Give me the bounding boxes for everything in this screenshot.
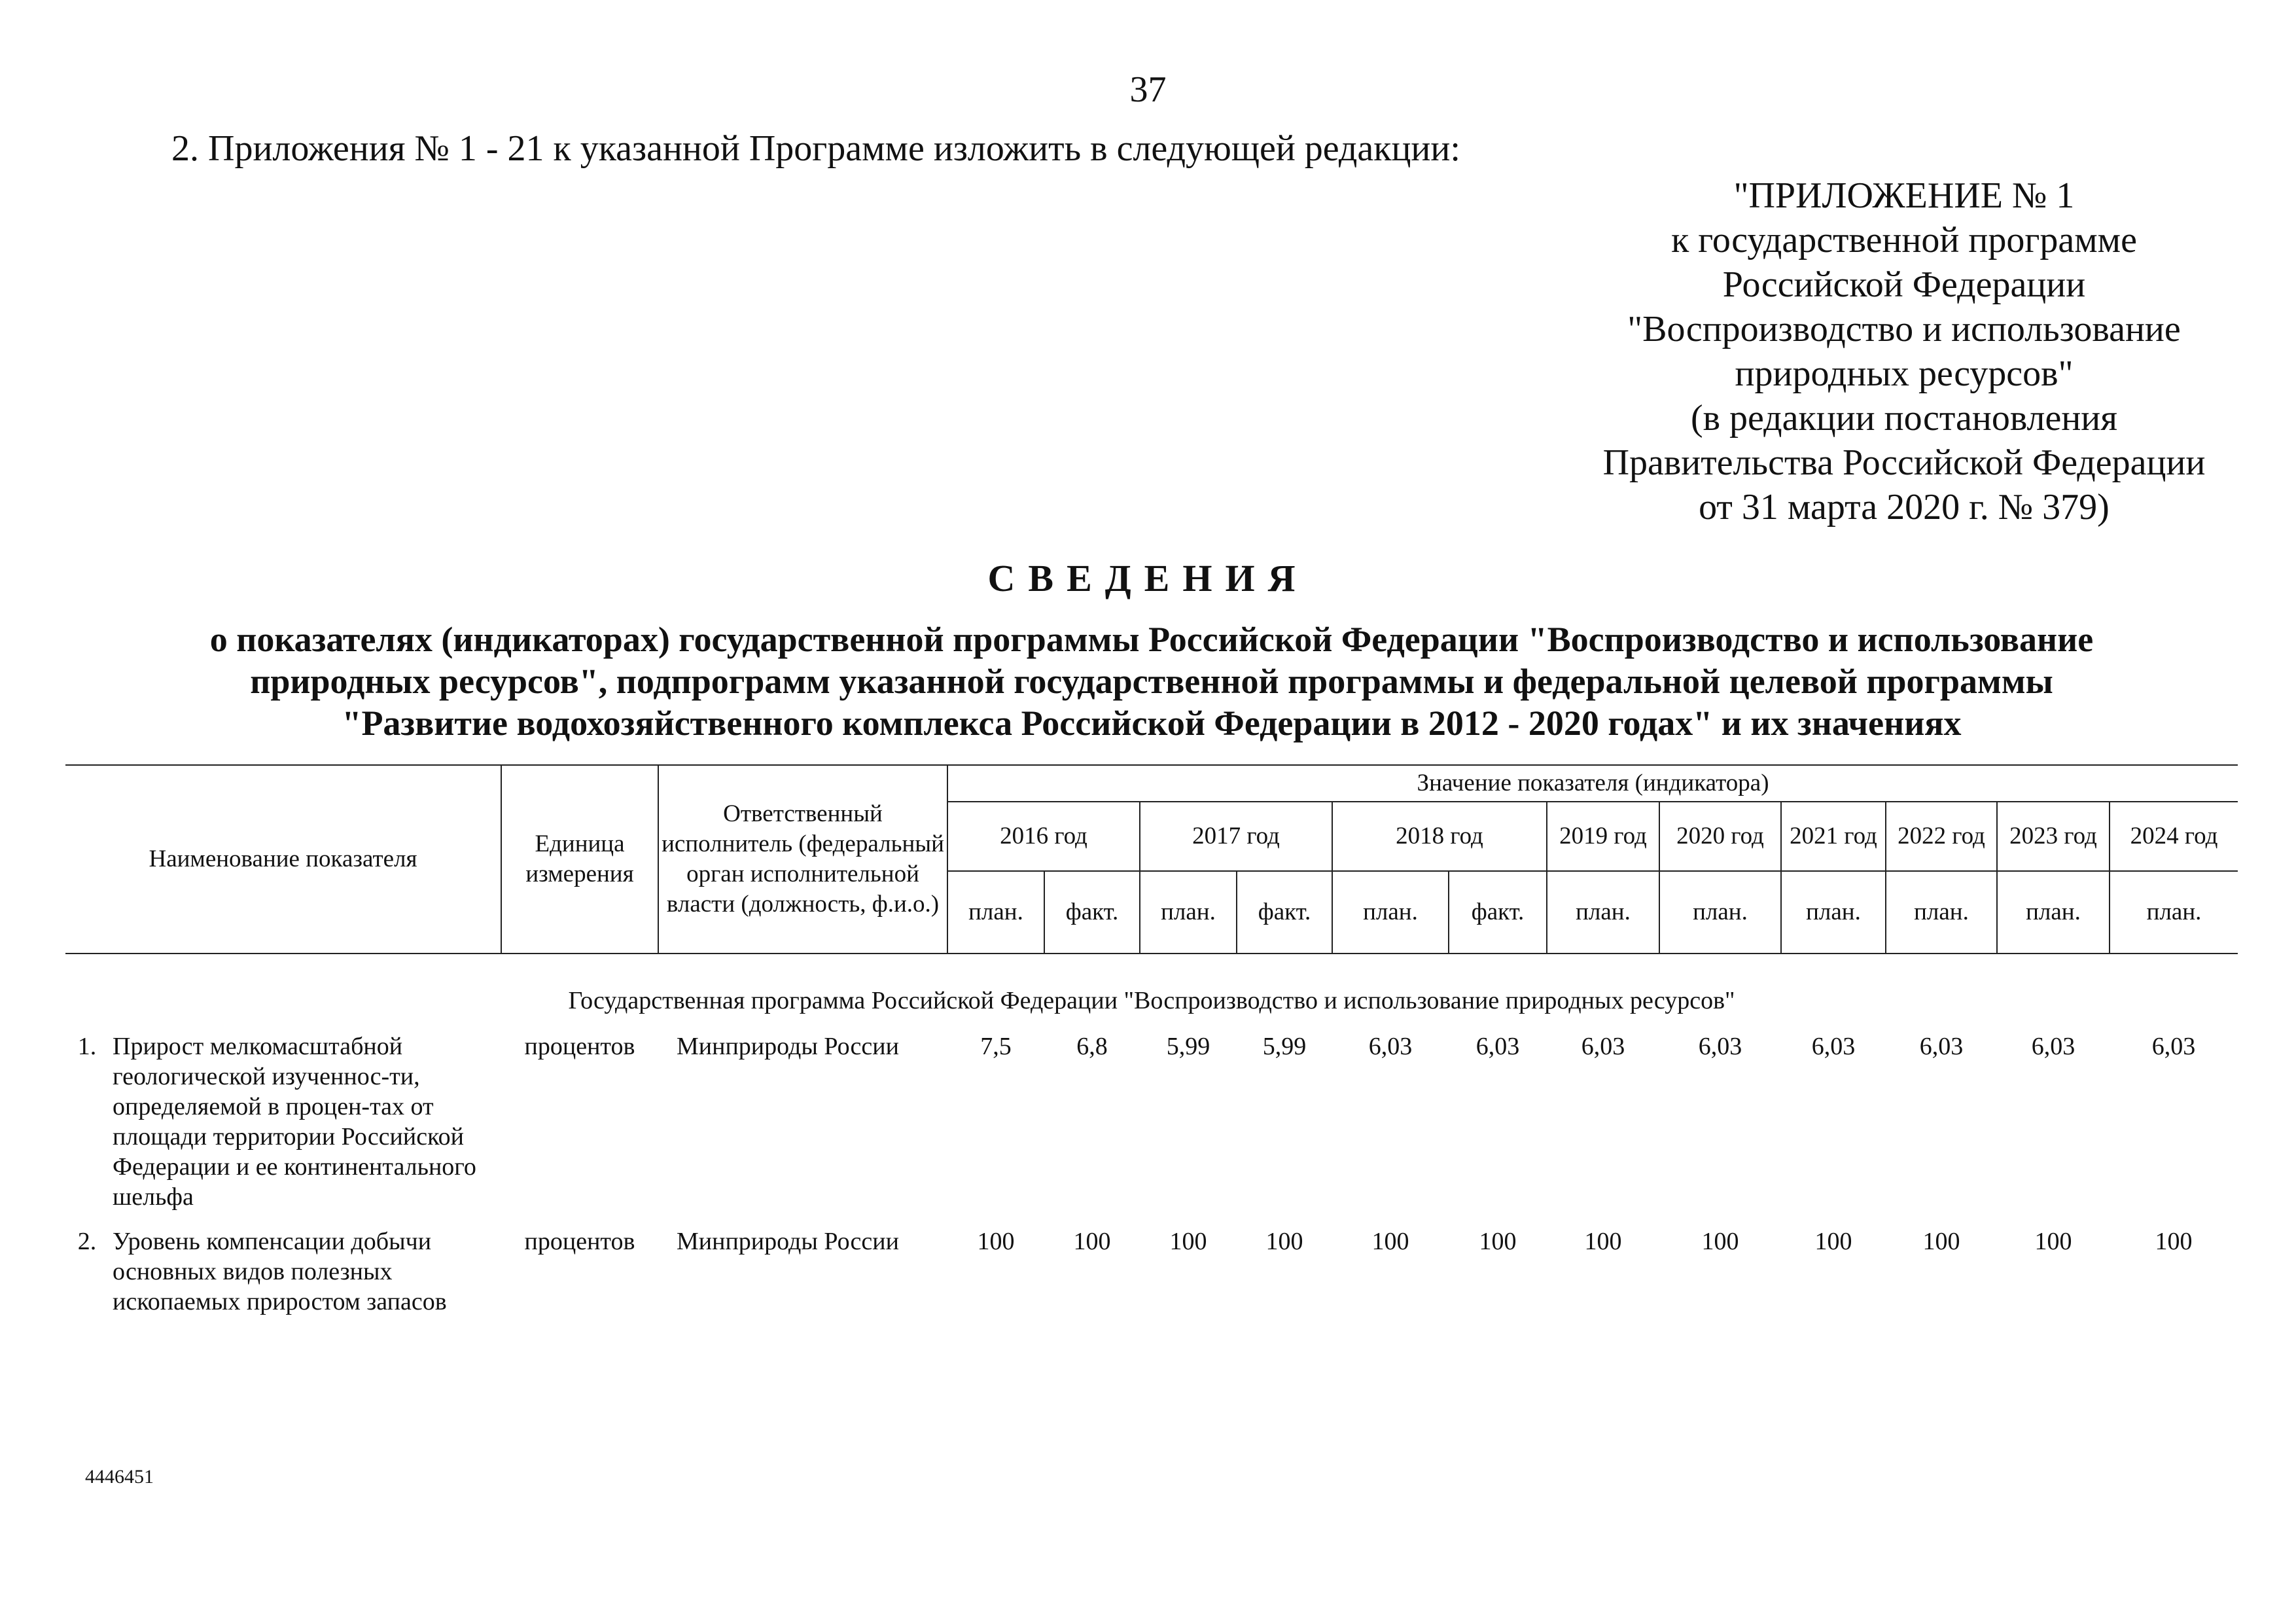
indicator-unit: процентов (524, 1033, 635, 1060)
header-executor: Ответственный исполнитель (федеральный орган исполнительной власти (должность, ф.и.о.) (658, 765, 947, 954)
section-title: Государственная программа Российской Федерации "Воспроизводство и использование природных ресурсов" (568, 987, 1735, 1014)
appendix-line: к государственной программе (1671, 220, 2137, 260)
intro-paragraph: 2. Приложения № 1 - 21 к указанной Программе изложить в следующей редакции: (171, 128, 1460, 169)
header-name: Наименование показателя (65, 765, 501, 954)
table-row (65, 1031, 2238, 1226)
header-year-2021: 2021 год (1781, 802, 1886, 871)
subheading-line: о показателях (индикаторах) государственной программы Российской Федерации "Воспроизводство и использование (209, 620, 2094, 659)
value-2024-plan: 6,03 (2151, 1033, 2196, 1060)
value-2024-plan: 100 (2155, 1228, 2193, 1255)
value-2023-plan: 100 (2034, 1228, 2072, 1255)
value-2018-plan: 100 (1371, 1228, 1409, 1255)
header-fact: факт. (1044, 871, 1140, 954)
indicator-executor: Минприроды России (677, 1033, 899, 1060)
indicator-unit: процентов (524, 1228, 635, 1255)
header-year-2024: 2024 год (2110, 802, 2238, 871)
header-fact: факт. (1237, 871, 1332, 954)
indicators-table (65, 764, 2238, 1323)
header-year-2023: 2023 год (1997, 802, 2110, 871)
header-plan: план. (1547, 871, 1659, 954)
header-year-2016: 2016 год (947, 802, 1140, 871)
value-2018-fact: 6,03 (1475, 1033, 1520, 1060)
page-number: 37 (1129, 69, 1167, 110)
document-subheading (118, 618, 2185, 744)
value-2020-plan: 6,03 (1698, 1033, 1742, 1060)
value-2019-plan: 6,03 (1581, 1033, 1625, 1060)
appendix-line: Правительства Российской Федерации (1602, 442, 2206, 483)
header-year-2019: 2019 год (1547, 802, 1659, 871)
value-2017-fact: 100 (1265, 1228, 1303, 1255)
header-fact: факт. (1449, 871, 1547, 954)
value-2016-fact: 6,8 (1076, 1033, 1108, 1060)
table-row (65, 1226, 2238, 1323)
appendix-line: от 31 марта 2020 г. № 379) (1699, 487, 2110, 527)
row-number: 1. (77, 1033, 97, 1060)
appendix-line: "ПРИЛОЖЕНИЕ № 1 (1733, 175, 2075, 216)
indicator-name: Уровень компенсации добычи основных видов полезных ископаемых приростом запасов (113, 1228, 447, 1315)
value-2019-plan: 100 (1584, 1228, 1622, 1255)
value-2018-plan: 6,03 (1368, 1033, 1413, 1060)
appendix-line: "Воспроизводство и использование (1627, 309, 2181, 349)
value-2017-plan: 100 (1169, 1228, 1207, 1255)
subheading-line: природных ресурсов", подпрограмм указанной государственной программы и федеральной целевой программы (250, 662, 2053, 701)
value-2017-fact: 5,99 (1262, 1033, 1307, 1060)
header-plan: план. (2110, 871, 2238, 954)
header-plan: план. (1659, 871, 1781, 954)
header-value-group: Значение показателя (индикатора) (947, 765, 2238, 802)
header-year-2017: 2017 год (1140, 802, 1332, 871)
header-plan: план. (1886, 871, 1997, 954)
value-2018-fact: 100 (1479, 1228, 1517, 1255)
appendix-line: природных ресурсов" (1735, 353, 2074, 394)
value-2022-plan: 6,03 (1919, 1033, 1964, 1060)
value-2020-plan: 100 (1701, 1228, 1739, 1255)
value-2021-plan: 6,03 (1811, 1033, 1856, 1060)
document-code: 4446451 (85, 1466, 154, 1488)
value-2016-plan: 100 (977, 1228, 1015, 1255)
row-number: 2. (77, 1228, 97, 1255)
header-year-2022: 2022 год (1886, 802, 1997, 871)
indicator-name: Прирост мелкомасштабной геологической изученнос-ти, определяемой в процен-тах от площади территории Российской Федерации и ее континентального шельфа (113, 1033, 476, 1211)
header-unit: Единица измерения (501, 765, 658, 954)
header-plan: план. (1332, 871, 1449, 954)
header-year-2020: 2020 год (1659, 802, 1781, 871)
value-2022-plan: 100 (1922, 1228, 1960, 1255)
indicator-executor: Минприроды России (677, 1228, 899, 1255)
appendix-line: Российской Федерации (1722, 264, 2086, 305)
header-plan: план. (1140, 871, 1237, 954)
value-2023-plan: 6,03 (2031, 1033, 2075, 1060)
appendix-line: (в редакции постановления (1690, 398, 2118, 438)
header-plan: план. (947, 871, 1044, 954)
header-year-2018: 2018 год (1332, 802, 1547, 871)
value-2021-plan: 100 (1814, 1228, 1852, 1255)
subheading-line: "Развитие водохозяйственного комплекса Российской Федерации в 2012 - 2020 годах" и их значениях (342, 704, 1962, 743)
value-2016-plan: 7,5 (980, 1033, 1012, 1060)
document-heading: СВЕДЕНИЯ (987, 557, 1309, 599)
value-2016-fact: 100 (1073, 1228, 1111, 1255)
header-plan: план. (1781, 871, 1886, 954)
appendix-header (1557, 173, 2251, 529)
value-2017-plan: 5,99 (1166, 1033, 1210, 1060)
header-plan: план. (1997, 871, 2110, 954)
